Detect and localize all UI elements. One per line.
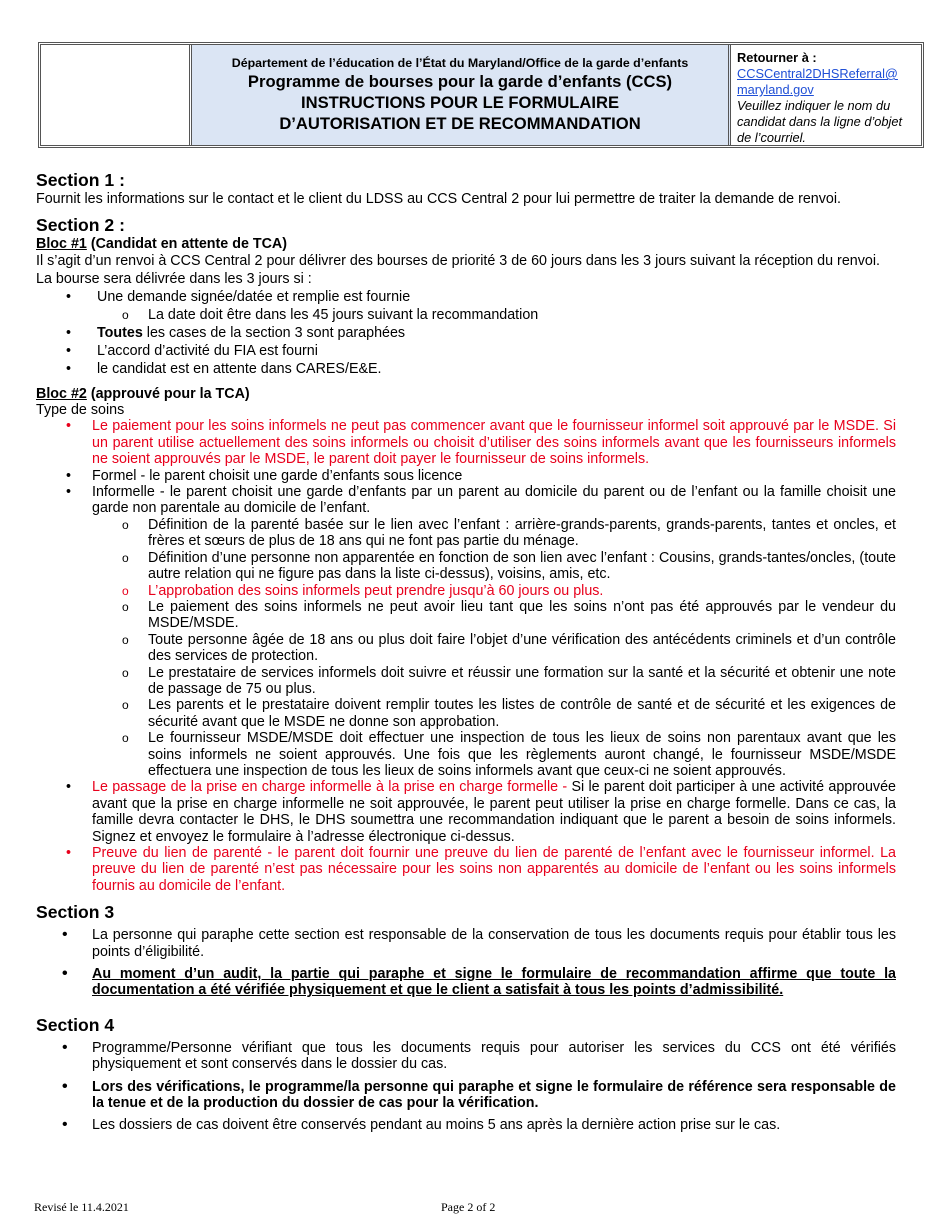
header-instructions-1: INSTRUCTIONS POUR LE FORMULAIRE [300,93,620,112]
bloc-1-para-2: La bourse sera délivrée dans les 3 jours si : [36,271,312,288]
return-label: Retourner à : [737,50,817,65]
list-item: o Le prestataire de services informels doit suivre et réussir une formation sur la santé et la sécurité et obtenir une note de passage de 75 ou plus. [36,665,896,698]
list-item: • Informelle - le parent choisit une garde d’enfants par un parent au domicile du parent ou de l’enfant ou la famille choisit une garde non parentale au domicile de l’enfant. [36,484,896,517]
list-item: • Le passage de la prise en charge informelle à la prise en charge formelle - Si le parent doit participer à une activité approuvée avant que la prise en charge informelle ne soit approuvée, le parent peut utiliser la prise en charge formelle. Dans ce cas, la famille devra contacter le DHS, le DHS soumettra une recommandation indiquant que le parent a besoin de soins informels. Signez et envoyez le formulaire à l’adresse électronique ci-dessus. [36,779,896,845]
return-note: Veuillez indiquer le nom du candidat dans la ligne d’objet de l’courriel. [737,98,903,145]
list-item: • Preuve du lien de parenté - le parent doit fournir une preuve du lien de parenté de l’enfant avec le fournisseur informel. La preuve du lien de parenté n’est pas nécessaire pour les soins non apparentés au domicile de l’enfant ou les soins informels fournis au domicile de l’enfant. [36,845,896,894]
bloc-1-heading: Bloc #1 (Candidat en attente de TCA) [36,236,288,253]
list-item: o La date doit être dans les 45 jours suivant la recommandation [36,306,896,324]
header-table [38,42,924,148]
header-title-cell [192,45,731,145]
header-department: Département de l’éducation de l’État du Maryland/Office de la garde d’enfants [231,56,689,70]
list-item: • L’accord d’activité du FIA est fourni [36,342,896,360]
header-return-cell [731,45,921,145]
header-program: Programme de bourses pour la garde d’enfants (CCS) [247,72,673,91]
footer-revised: Revisé le 11.4.2021 [34,1200,129,1214]
document-body [36,170,896,1134]
header-blank-cell [41,45,192,145]
list-item: • le candidat est en attente dans CARES/E&E. [36,360,896,378]
section-4-list [36,1040,896,1134]
list-item: o Les parents et le prestataire doivent remplir toutes les listes de contrôle de santé et de sécurité et les exigences de sécurité avant que le MSDE ne donne son approbation. [36,697,896,730]
list-item: • Au moment d’un audit, la partie qui paraphe et signe le formulaire de recommandation affirme que toute la documentation a été vérifiée physiquement et que le client a satisfait à tous les points d’admissibilité. [36,966,896,999]
list-item: o Toute personne âgée de 18 ans ou plus doit faire l’objet d’une vérification des antécédents criminels et d’un contrôle des services de protection. [36,632,896,665]
list-item: • Lors des vérifications, le programme/la personne qui paraphe et signe le formulaire de référence sera responsable de la tenue et de la production du dossier de cas pour la vérification. [36,1079,896,1112]
section-1-title: Section 1 : [36,170,125,190]
footer-page-number: Page 2 of 2 [441,1200,496,1214]
list-item: • Formel - le parent choisit une garde d’enfants sous licence [36,468,896,484]
list-item: o L’approbation des soins informels peut prendre jusqu’à 60 jours ou plus. [36,583,896,599]
section-3-list [36,927,896,999]
list-item: • Toutes les cases de la section 3 sont paraphées [36,324,896,342]
list-item: • La personne qui paraphe cette section est responsable de la conservation de tous les documents requis pour établir tous les points d’éligibilité. [36,927,896,960]
bloc-2-heading: Bloc #2 (approuvé pour la TCA) [36,385,250,402]
header-instructions-2: D’AUTORISATION ET DE RECOMMANDATION [279,114,641,133]
list-item: • Une demande signée/datée et remplie est fournie [36,288,896,306]
list-item: • Le paiement pour les soins informels ne peut pas commencer avant que le fournisseur informel soit approuvé par le MSDE. Si un parent utilise actuellement des soins informels ou choisit d’utiliser des soins informels avant que les fournisseurs informels ne soient approuvés par le MSDE, le parent doit payer le fournisseur de soins informels. [36,418,896,467]
list-item: o Définition d’une personne non apparentée en fonction de son lien avec l’enfant : Cousins, grands-tantes/oncles, (toute autre relation qui ne figure pas dans la liste ci-dessus), voisins, amis, etc. [36,550,896,583]
list-item: • Programme/Personne vérifiant que tous les documents requis pour autoriser les services du CCS ont été vérifiés physiquement et sont conservés dans le dossier du cas. [36,1040,896,1073]
section-3-title: Section 3 [36,902,115,923]
care-type-label: Type de soins [36,402,125,419]
bloc-2-list [36,418,896,894]
list-item: • Les dossiers de cas doivent être conservés pendant au moins 5 ans après la dernière action prise sur le cas. [36,1117,896,1133]
section-4-title: Section 4 [36,1014,115,1035]
bloc-1-list [36,288,896,378]
section-1-text: Fournit les informations sur le contact et le client du LDSS au CCS Central 2 pour lui permettre de traiter la demande de renvoi. [36,191,841,207]
list-item: o Définition de la parenté basée sur le lien avec l’enfant : arrière-grands-parents, grands-parents, tantes et oncles, et frères et sœurs de plus de 18 ans qui ne font pas partie du ménage. [36,517,896,550]
bloc-1-para-1: Il s’agit d’un renvoi à CCS Central 2 pour délivrer des bourses de priorité 3 de 60 jours dans les 3 jours suivant la réception du renvoi. [36,252,880,269]
list-item: o Le paiement des soins informels ne peut avoir lieu tant que les soins n’ont pas été approuvés par le vendeur du MSDE/MSDE. [36,599,896,632]
list-item: o Le fournisseur MSDE/MSDE doit effectuer une inspection de tous les lieux de soins non parentaux avant que les soins informels ne soient approuvés. Une fois que les règlements auront changé, le fournisseur MSDE/MSDE effectuera une inspection de tous les lieux de soins informels avant que ceux-ci ne soient approuvés. [36,730,896,779]
return-email-link[interactable]: CCSCentral2DHSReferral@ maryland.gov [737,66,898,97]
section-2-title: Section 2 : [36,215,125,236]
